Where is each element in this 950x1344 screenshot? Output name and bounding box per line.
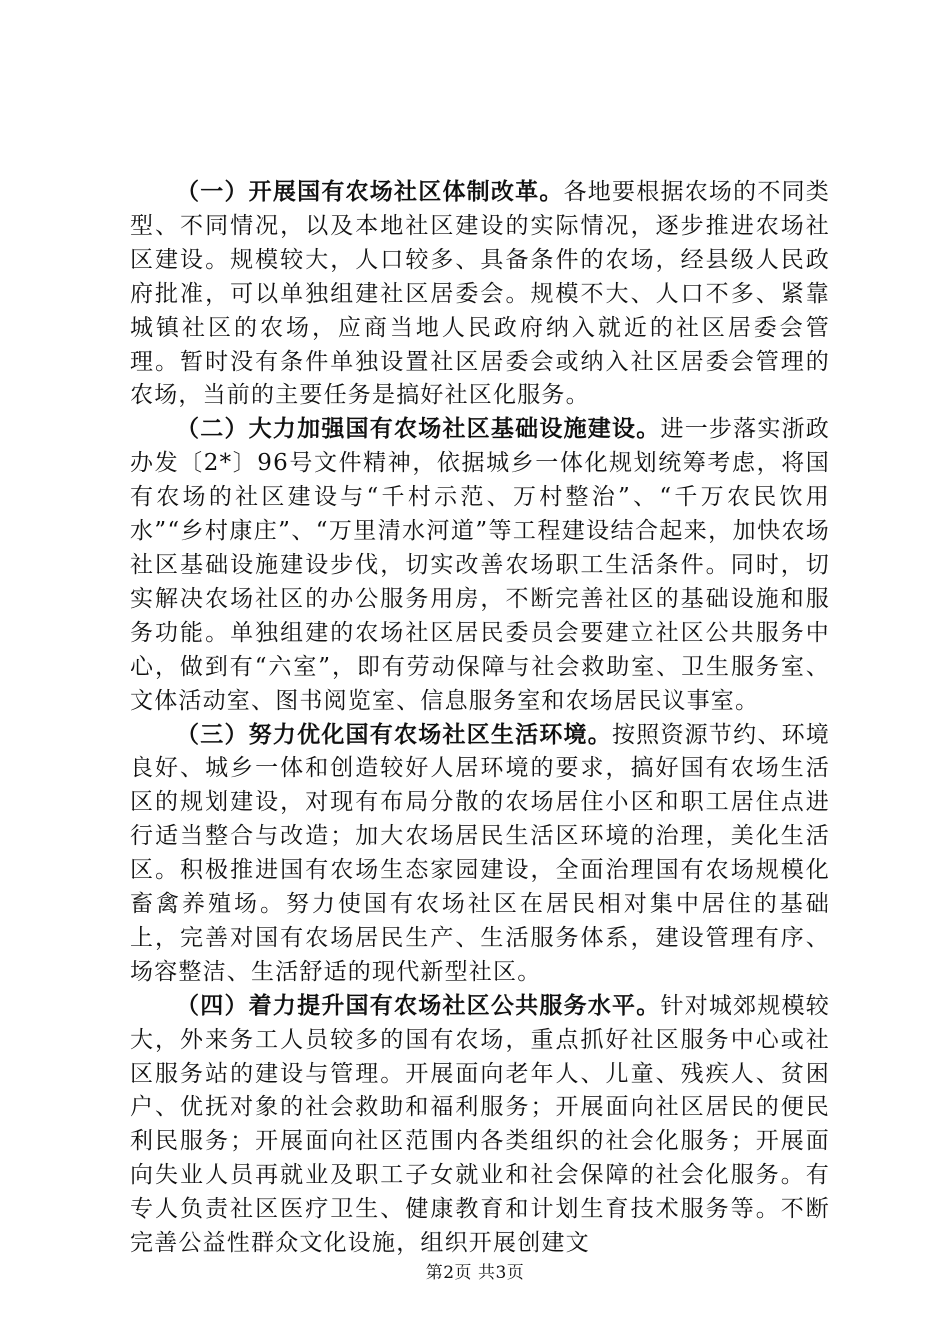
paragraph-1-heading: （一）开展国有农场社区体制改革。 <box>176 179 564 205</box>
paragraph-4-heading: （四）着力提升国有农场社区公共服务水平。 <box>176 992 661 1019</box>
paragraph-2 <box>130 413 830 718</box>
page-footer <box>0 1262 950 1284</box>
page-number: 第2页 共3页 <box>425 1263 525 1283</box>
paragraph-2-body: 进一步落实浙政办发〔2*〕96号文件精神，依据城乡一体化规划统筹考虑，将国有农场的社区建设与“千村示范、万村整治”、“千万农民饮用水”“乡村康庄”、“万里清水河道”等工程建设结合起来，加快农场社区基础设施建设步伐，切实改善农场职工生活条件。同时，切实解决农场社区的办公服务用房，不断完善社区的基础设施和服务功能。单独组建的农场社区居民委员会要建立社区公共服务中心，做到有“六室”，即有劳动保障与社会救助室、卫生服务室、文体活动室、图书阅览室、信息服务室和农场居民议事室。 <box>130 416 831 714</box>
paragraph-3 <box>130 719 830 990</box>
paragraph-2-heading: （二）大力加强国有农场社区基础设施建设。 <box>176 416 661 443</box>
paragraph-1 <box>130 176 830 413</box>
paragraph-1-body: 各地要根据农场的不同类型、不同情况，以及本地社区建设的实际情况，逐步推进农场社区建设。规模较大，人口较多、具备条件的农场，经县级人民政府批准，可以单独组建社区居委会。规模不大、人口不多、紧靠城镇社区的农场，应商当地人民政府纳入就近的社区居委会管理。暂时没有条件单独设置社区居委会或纳入社区居委会管理的农场，当前的主要任务是搞好社区化服务。 <box>130 179 831 409</box>
paragraph-3-body: 按照资源节约、环境良好、城乡一体和创造较好人居环境的要求，搞好国有农场生活区的规划建设，对现有布局分散的农场居住小区和职工居住点进行适当整合与改造；加大农场居民生活区环境的治理，美化生活区。积极推进国有农场生态家园建设，全面治理国有农场规模化畜禽养殖场。努力使国有农场社区在居民相对集中居住的基础上，完善对国有农场居民生产、生活服务体系，建设管理有序、场容整洁、生活舒适的现代新型社区。 <box>130 721 830 985</box>
paragraph-3-heading: （三）努力优化国有农场社区生活环境。 <box>176 721 613 748</box>
paragraph-4-body: 针对城郊规模较大，外来务工人员较多的国有农场，重点抓好社区服务中心或社区服务站的建设与管理。开展面向老年人、儿童、残疾人、贫困户、优抚对象的社会救助和福利服务；开展面向社区居民的便民利民服务；开展面向社区范围内各类组织的社会化服务；开展面向失业人员再就业及职工子女就业和社会保障的社会化服务。有专人负责社区医疗卫生、健康教育和计划生育技术服务等。不断完善公益性群众文化设施，组织开展创建文 <box>130 992 831 1257</box>
document-body <box>130 176 830 1261</box>
paragraph-4 <box>130 990 830 1261</box>
